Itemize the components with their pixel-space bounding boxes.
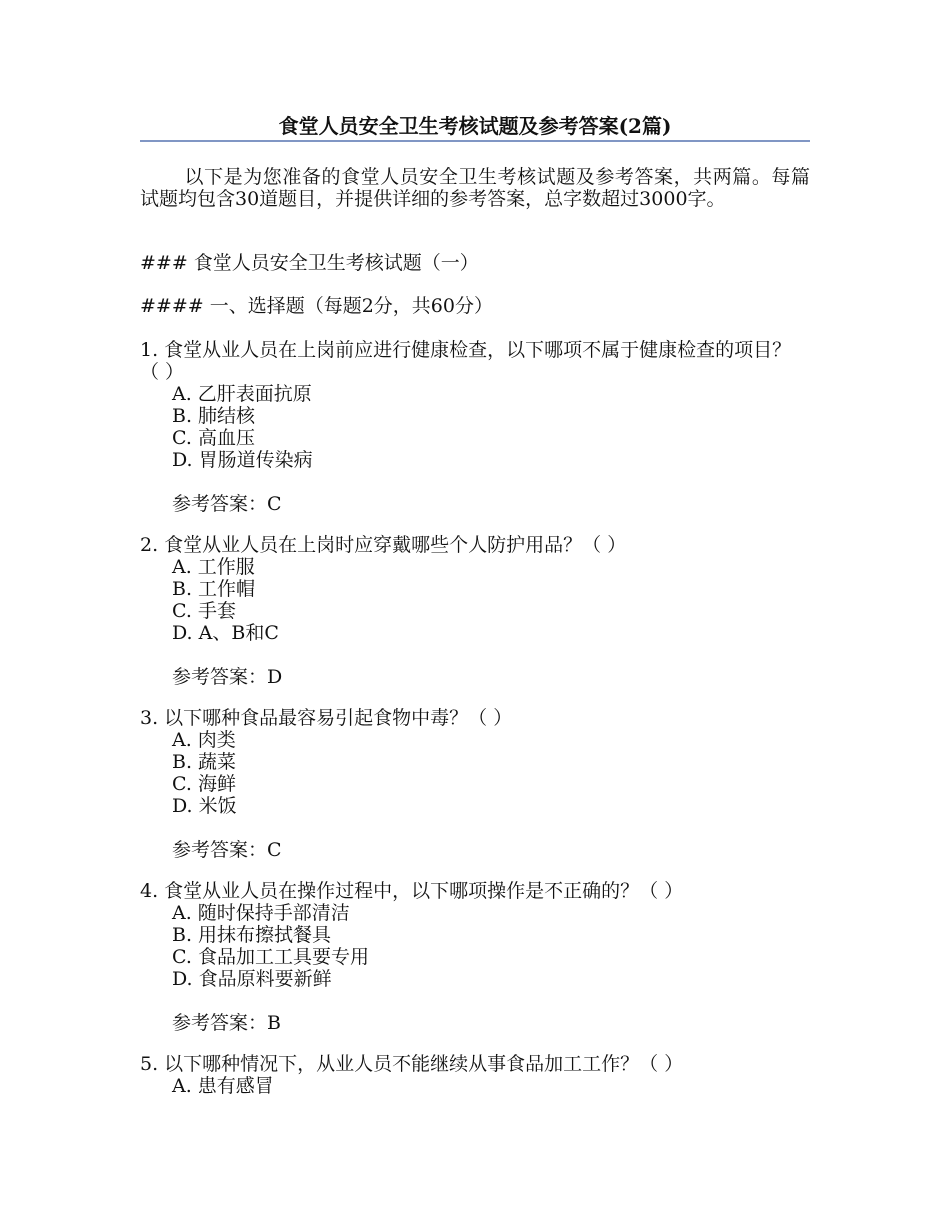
question-stem: 3. 以下哪种食品最容易引起食物中毒？（ ）	[140, 707, 513, 729]
option-b: B. 用抹布擦拭餐具	[172, 924, 332, 946]
option-a: A. 肉类	[172, 729, 236, 751]
intro-paragraph	[140, 166, 810, 210]
option-a: A. 患有感冒	[172, 1075, 274, 1097]
answer: 参考答案：D	[172, 666, 283, 688]
option-d: D. 食品原料要新鲜	[172, 968, 332, 990]
option-c: C. 高血压	[172, 427, 255, 449]
answer: 参考答案：C	[172, 839, 282, 861]
answer: 参考答案：B	[172, 1012, 281, 1034]
option-b: B. 蔬菜	[172, 751, 237, 773]
option-d: D. 米饭	[172, 795, 237, 817]
question-3	[140, 707, 810, 861]
option-c: C. 海鲜	[172, 773, 236, 795]
question-4	[140, 880, 810, 1034]
question-stem: 2. 食堂从业人员在上岗时应穿戴哪些个人防护用品？（ ）	[140, 534, 627, 556]
option-c: C. 食品加工工具要专用	[172, 946, 369, 968]
option-a: A. 随时保持手部清洁	[172, 902, 350, 924]
title-underline	[140, 140, 810, 142]
question-2	[140, 534, 810, 688]
option-c: C. 手套	[172, 600, 236, 622]
answer: 参考答案：C	[172, 493, 282, 515]
document-title: 食堂人员安全卫生考核试题及参考答案(2篇)	[278, 114, 672, 138]
option-b: B. 工作帽	[172, 578, 256, 600]
option-a: A. 乙肝表面抗原	[172, 383, 312, 405]
section-heading: ### 食堂人员安全卫生考核试题（一）	[140, 252, 479, 274]
question-1	[140, 339, 810, 515]
option-b: B. 肺结核	[172, 405, 256, 427]
option-d: D. A、B和C	[172, 622, 279, 644]
sub-heading: #### 一、选择题（每题2分，共60分）	[140, 295, 493, 317]
option-d: D. 胃肠道传染病	[172, 449, 313, 471]
question-stem: 4. 食堂从业人员在操作过程中，以下哪项操作是不正确的？（ ）	[140, 880, 684, 902]
option-a: A. 工作服	[172, 556, 255, 578]
question-5	[140, 1053, 810, 1097]
question-stem: 5. 以下哪种情况下，从业人员不能继续从事食品加工工作？（ ）	[140, 1053, 684, 1075]
intro-text: 以下是为您准备的食堂人员安全卫生考核试题及参考答案，共两篇。每篇试题均包含30道题目，并提供详细的参考答案，总字数超过3000字。	[140, 166, 810, 210]
question-stem: 1. 食堂从业人员在上岗前应进行健康检查，以下哪项不属于健康检查的项目？（ ）	[140, 339, 792, 383]
